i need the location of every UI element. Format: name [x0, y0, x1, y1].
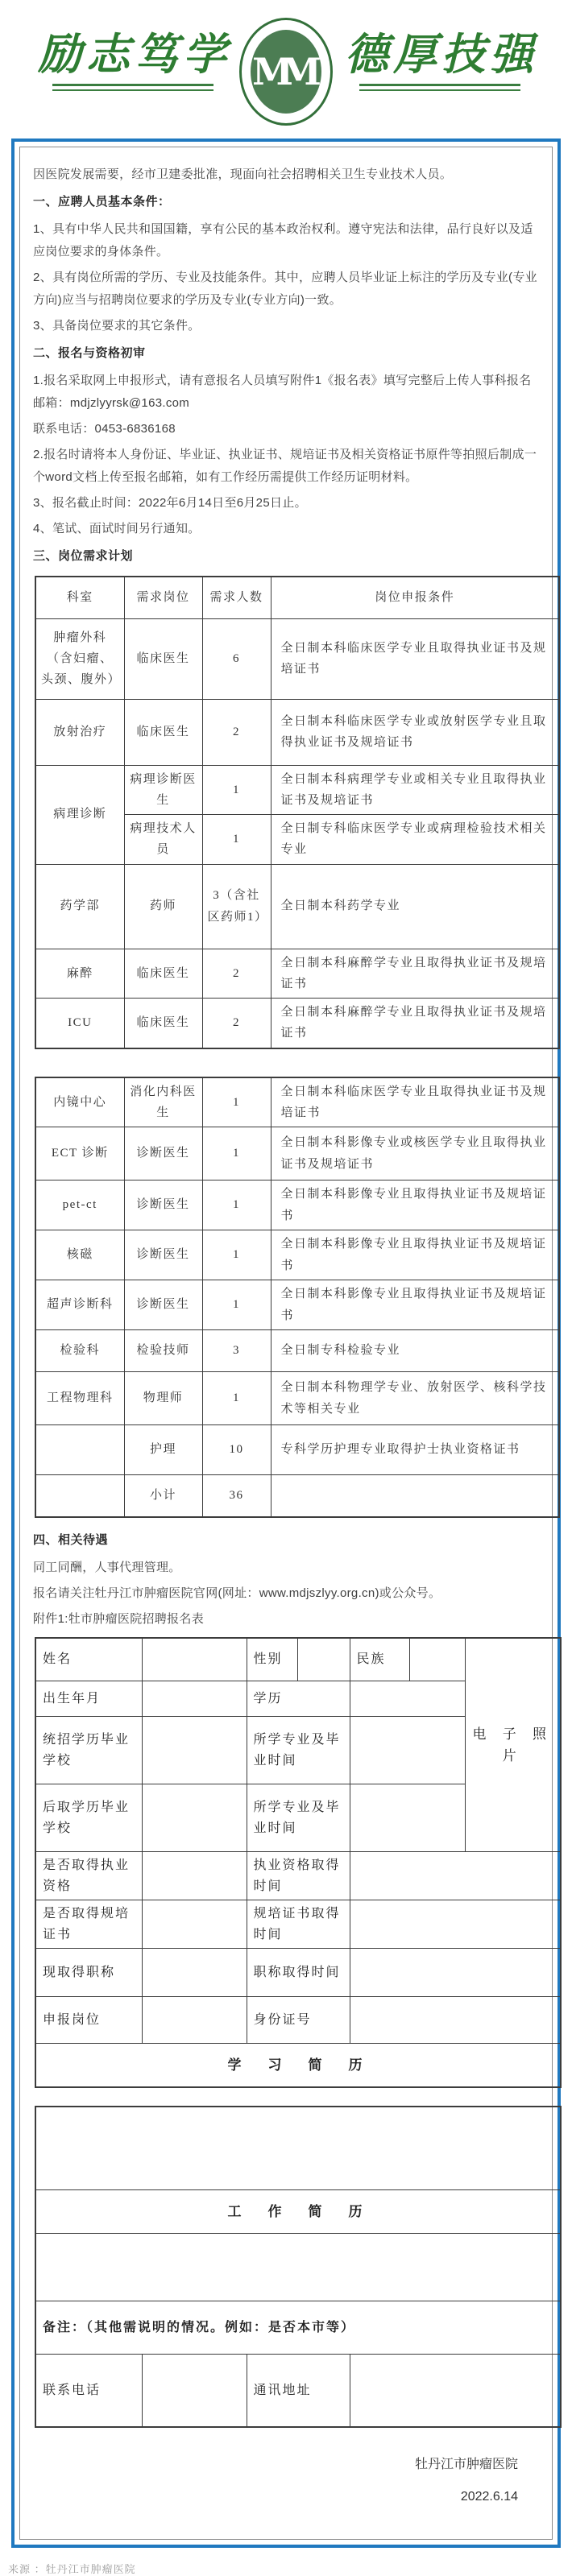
cell-post: 检验技师	[124, 1330, 202, 1372]
cell-req: 全日制本科临床医学专业或放射医学专业且取得执业证书及规培证书	[271, 699, 559, 765]
table-row	[35, 1127, 559, 1180]
cell-post: 临床医生	[124, 949, 202, 999]
section4-item: 附件1:牡市肿瘤医院招聘报名表	[33, 1611, 205, 1626]
slogan-right-block	[345, 26, 538, 91]
table-row	[35, 765, 559, 815]
work-resume-area	[35, 2234, 561, 2301]
note-label: 备注：（其他需说明的情况。例如：是否本市等）	[35, 2301, 561, 2355]
cell-count: 1	[202, 1230, 271, 1280]
id-number-field	[350, 1997, 561, 2044]
col-header-count: 需求人数	[202, 577, 271, 618]
section2-item: 4、笔试、面试时间另行通知。	[33, 522, 201, 535]
form-gap	[33, 2088, 539, 2099]
major1-field	[350, 1717, 465, 1784]
cell-dept: pet-ct	[35, 1180, 124, 1230]
section3-title: 三、岗位需求计划	[33, 549, 134, 563]
form-row-note	[35, 2301, 561, 2355]
cell-dept: 放射治疗	[35, 699, 124, 765]
photo-cell: 电 子 照 片	[465, 1638, 561, 1852]
table-row	[35, 1230, 559, 1280]
apply-post-label: 申报岗位	[35, 1997, 142, 2044]
table-row	[35, 618, 559, 699]
section4-item: 同工同酬，人事代理管理。	[33, 1560, 181, 1574]
school1-label: 统招学历毕业学校	[35, 1717, 142, 1784]
standard-cert-field	[142, 1900, 247, 1949]
birth-field	[142, 1681, 247, 1717]
section4-item: 报名请关注牡丹江市肿瘤医院官网(网址：www.mdjszlyy.org.cn)或公众号。	[33, 1586, 441, 1600]
cell-count: 1	[202, 1127, 271, 1180]
cell-dept: 超声诊断科	[35, 1280, 124, 1330]
license-time-field	[350, 1852, 561, 1900]
cell-req: 全日制专科检验专业	[271, 1330, 559, 1372]
cell-dept: ECT 诊断	[35, 1127, 124, 1180]
cell-count: 2	[202, 999, 271, 1048]
study-resume-area	[35, 2107, 561, 2190]
form-row-name	[35, 1638, 561, 1681]
ethnicity-field	[409, 1638, 465, 1681]
phone-field	[142, 2355, 247, 2427]
cell-req: 专科学历护理专业取得护士执业资格证书	[271, 1425, 559, 1475]
slogan-left-block	[38, 26, 231, 91]
source-line: 来源 ：牡丹江市肿瘤医院	[8, 2562, 136, 2575]
signature-block	[33, 2428, 539, 2518]
table-row	[35, 1330, 559, 1372]
form-row-contact	[35, 2355, 561, 2427]
cell-req: 全日制本科物理学专业、放射医学、核科学技术等相关专业	[271, 1372, 559, 1425]
cell-count: 1	[202, 1372, 271, 1425]
announcement-inner	[19, 147, 553, 2540]
cell-dept: 工程物理科	[35, 1372, 124, 1425]
section2-title: 二、报名与资格初审	[33, 346, 146, 360]
table-row	[35, 1425, 559, 1475]
cell-post: 护理	[124, 1425, 202, 1475]
cell-count: 6	[202, 618, 271, 699]
table-row	[35, 699, 559, 765]
title-now-label: 现取得职称	[35, 1949, 142, 1997]
section1-title: 一、应聘人员基本条件：	[33, 195, 171, 209]
section2-item: 3、报名截止时间：2022年6月14日至6月25日止。	[33, 496, 307, 510]
cell-post: 病理诊断医生	[124, 765, 202, 815]
cell-post: 临床医生	[124, 618, 202, 699]
cell-req: 全日制本科麻醉学专业且取得执业证书及规培证书	[271, 999, 559, 1048]
standard-cert-time-label: 规培证书取得时间	[247, 1900, 350, 1949]
study-resume-field	[35, 2107, 561, 2190]
cell-post: 诊断医生	[124, 1127, 202, 1180]
cell-req: 全日制本科临床医学专业且取得执业证书及规培证书	[271, 618, 559, 699]
phone-label: 联系电话	[35, 2355, 142, 2427]
slogan-right-text: 德厚技强	[345, 28, 538, 80]
cell-dept	[35, 1475, 124, 1517]
cell-dept: 药学部	[35, 864, 124, 949]
study-resume-header: 学 习 简 历	[35, 2044, 561, 2087]
standard-cert-label: 是否取得规培证书	[35, 1900, 142, 1949]
application-form-table-2	[35, 2106, 562, 2428]
cell-post: 临床医生	[124, 699, 202, 765]
license-time-label: 执业资格取得时间	[247, 1852, 350, 1900]
table-row	[35, 999, 559, 1048]
cell-req: 全日制专科临床医学专业或病理检验技术相关专业	[271, 815, 559, 865]
table-row	[35, 1280, 559, 1330]
cell-post: 物理师	[124, 1372, 202, 1425]
form-row-license	[35, 1852, 561, 1900]
cell-dept: 病理诊断	[35, 765, 124, 864]
signature-date: 2022.6.14	[460, 2489, 518, 2504]
cell-count: 1	[202, 765, 271, 815]
slogan-right-underline	[359, 84, 520, 91]
hospital-logo	[237, 11, 335, 132]
logo-ring	[239, 18, 333, 126]
form-row-study-resume-header	[35, 2044, 561, 2087]
cell-req: 全日制本科影像专业且取得执业证书及规培证书	[271, 1280, 559, 1330]
license-field	[142, 1852, 247, 1900]
ethnicity-label: 民族	[350, 1638, 409, 1681]
form-row-standard-cert	[35, 1900, 561, 1949]
major2-label: 所学专业及毕业时间	[247, 1784, 350, 1852]
address-field	[350, 2355, 561, 2427]
standard-cert-time-field	[350, 1900, 561, 1949]
birth-label: 出生年月	[35, 1681, 142, 1717]
name-field	[142, 1638, 247, 1681]
address-label: 通讯地址	[247, 2355, 350, 2427]
cell-count: 2	[202, 949, 271, 999]
education-label: 学历	[247, 1681, 350, 1717]
major2-field	[350, 1784, 465, 1852]
cell-count: 1	[202, 1280, 271, 1330]
form-row-apply	[35, 1997, 561, 2044]
cell-post: 诊断医生	[124, 1180, 202, 1230]
col-header-post: 需求岗位	[124, 577, 202, 618]
cell-dept	[35, 1425, 124, 1475]
cell-req: 全日制本科影像专业且取得执业证书及规培证书	[271, 1230, 559, 1280]
school2-label: 后取学历毕业学校	[35, 1784, 142, 1852]
slogan-left-underline	[52, 84, 213, 91]
application-form-table	[35, 1637, 562, 2088]
cell-dept: 检验科	[35, 1330, 124, 1372]
title-time-label: 职称取得时间	[247, 1949, 350, 1997]
table-row	[35, 864, 559, 949]
cell-count: 3（含社区药师1）	[202, 864, 271, 949]
cell-dept: ICU	[35, 999, 124, 1048]
cell-post: 诊断医生	[124, 1280, 202, 1330]
table-row	[35, 1372, 559, 1425]
announcement-frame	[11, 139, 561, 2548]
header-banner	[0, 0, 572, 139]
apply-post-field	[142, 1997, 247, 2044]
gender-field	[297, 1638, 350, 1681]
id-number-label: 身份证号	[247, 1997, 350, 2044]
cell-count: 2	[202, 699, 271, 765]
cell-req: 全日制本科麻醉学专业且取得执业证书及规培证书	[271, 949, 559, 999]
slogan-left-text: 励志笃学	[38, 28, 231, 80]
education-field	[350, 1681, 465, 1717]
work-resume-field	[35, 2234, 561, 2301]
section1-item: 1、具有中华人民共和国国籍，享有公民的基本政治权利。遵守宪法和法律，品行良好以及适应岗位要求的身体条件。	[33, 222, 533, 258]
section1-item: 2、具有岗位所需的学历、专业及技能条件。其中，应聘人员毕业证上标注的学历及专业(专业方向)应当与招聘岗位要求的学历及专业(专业方向)一致。	[33, 271, 537, 307]
cell-req: 全日制本科影像专业且取得执业证书及规培证书	[271, 1180, 559, 1230]
cell-post: 病理技术人员	[124, 815, 202, 865]
table-row	[35, 1475, 559, 1517]
cell-dept: 核磁	[35, 1230, 124, 1280]
work-resume-header: 工 作 简 历	[35, 2190, 561, 2234]
form-row-work-resume-header	[35, 2190, 561, 2234]
cell-req: 全日制本科病理学专业或相关专业且取得执业证书及规培证书	[271, 765, 559, 815]
cell-post: 临床医生	[124, 999, 202, 1048]
cell-dept: 内镜中心	[35, 1077, 124, 1127]
col-header-dept: 科室	[35, 577, 124, 618]
form-row-title	[35, 1949, 561, 1997]
cell-dept: 麻醉	[35, 949, 124, 999]
cell-count: 1	[202, 1077, 271, 1127]
license-label: 是否取得执业资格	[35, 1852, 142, 1900]
school1-field	[142, 1717, 247, 1784]
cell-post: 消化内科医生	[124, 1077, 202, 1127]
jobs-table-2	[35, 1077, 560, 1518]
logo-monogram-icon: MM	[252, 50, 309, 93]
section2-item: 联系电话：0453-6836168	[33, 422, 176, 436]
major1-label: 所学专业及毕业时间	[247, 1717, 350, 1784]
section2-item: 2.报名时请将本人身份证、毕业证、执业证书、规培证书及相关资格证书原件等拍照后制成一个word文档上传至报名邮箱，如有工作经历需提供工作经历证明材料。	[33, 448, 537, 484]
cell-post: 小计	[124, 1475, 202, 1517]
table-row	[35, 1180, 559, 1230]
section4-title: 四、相关待遇	[33, 1532, 109, 1547]
gender-label: 性别	[247, 1638, 297, 1681]
cell-count: 3	[202, 1330, 271, 1372]
section2-item: 1.报名采取网上申报形式，请有意报名人员填写附件1《报名表》填写完整后上传人事科报名邮箱：mdjzlyyrsk@163.com	[33, 374, 532, 410]
table-row	[35, 1077, 559, 1127]
cell-req: 全日制本科临床医学专业且取得执业证书及规培证书	[271, 1077, 559, 1127]
jobs-table-1	[35, 576, 560, 1049]
col-header-req: 岗位申报条件	[271, 577, 559, 618]
cell-req: 全日制本科药学专业	[271, 864, 559, 949]
cell-count: 10	[202, 1425, 271, 1475]
section1-item: 3、具备岗位要求的其它条件。	[33, 319, 201, 333]
cell-req: 全日制本科影像专业或核医学专业且取得执业证书及规培证书	[271, 1127, 559, 1180]
cell-post: 药师	[124, 864, 202, 949]
title-time-field	[350, 1949, 561, 1997]
cell-count: 36	[202, 1475, 271, 1517]
table-gap	[33, 1052, 539, 1069]
name-label: 姓名	[35, 1638, 142, 1681]
signature-org: 牡丹江市肿瘤医院	[414, 2457, 518, 2471]
school2-field	[142, 1784, 247, 1852]
cell-count: 1	[202, 1180, 271, 1230]
intro-paragraph: 因医院发展需要，经市卫建委批准，现面向社会招聘相关卫生专业技术人员。	[33, 167, 453, 181]
table-row	[35, 949, 559, 999]
title-now-field	[142, 1949, 247, 1997]
cell-count: 1	[202, 815, 271, 865]
logo-disc	[251, 30, 321, 114]
cell-dept: 肿瘤外科（含妇瘤、头颈、腹外）	[35, 618, 124, 699]
cell-post: 诊断医生	[124, 1230, 202, 1280]
cell-req	[271, 1475, 559, 1517]
